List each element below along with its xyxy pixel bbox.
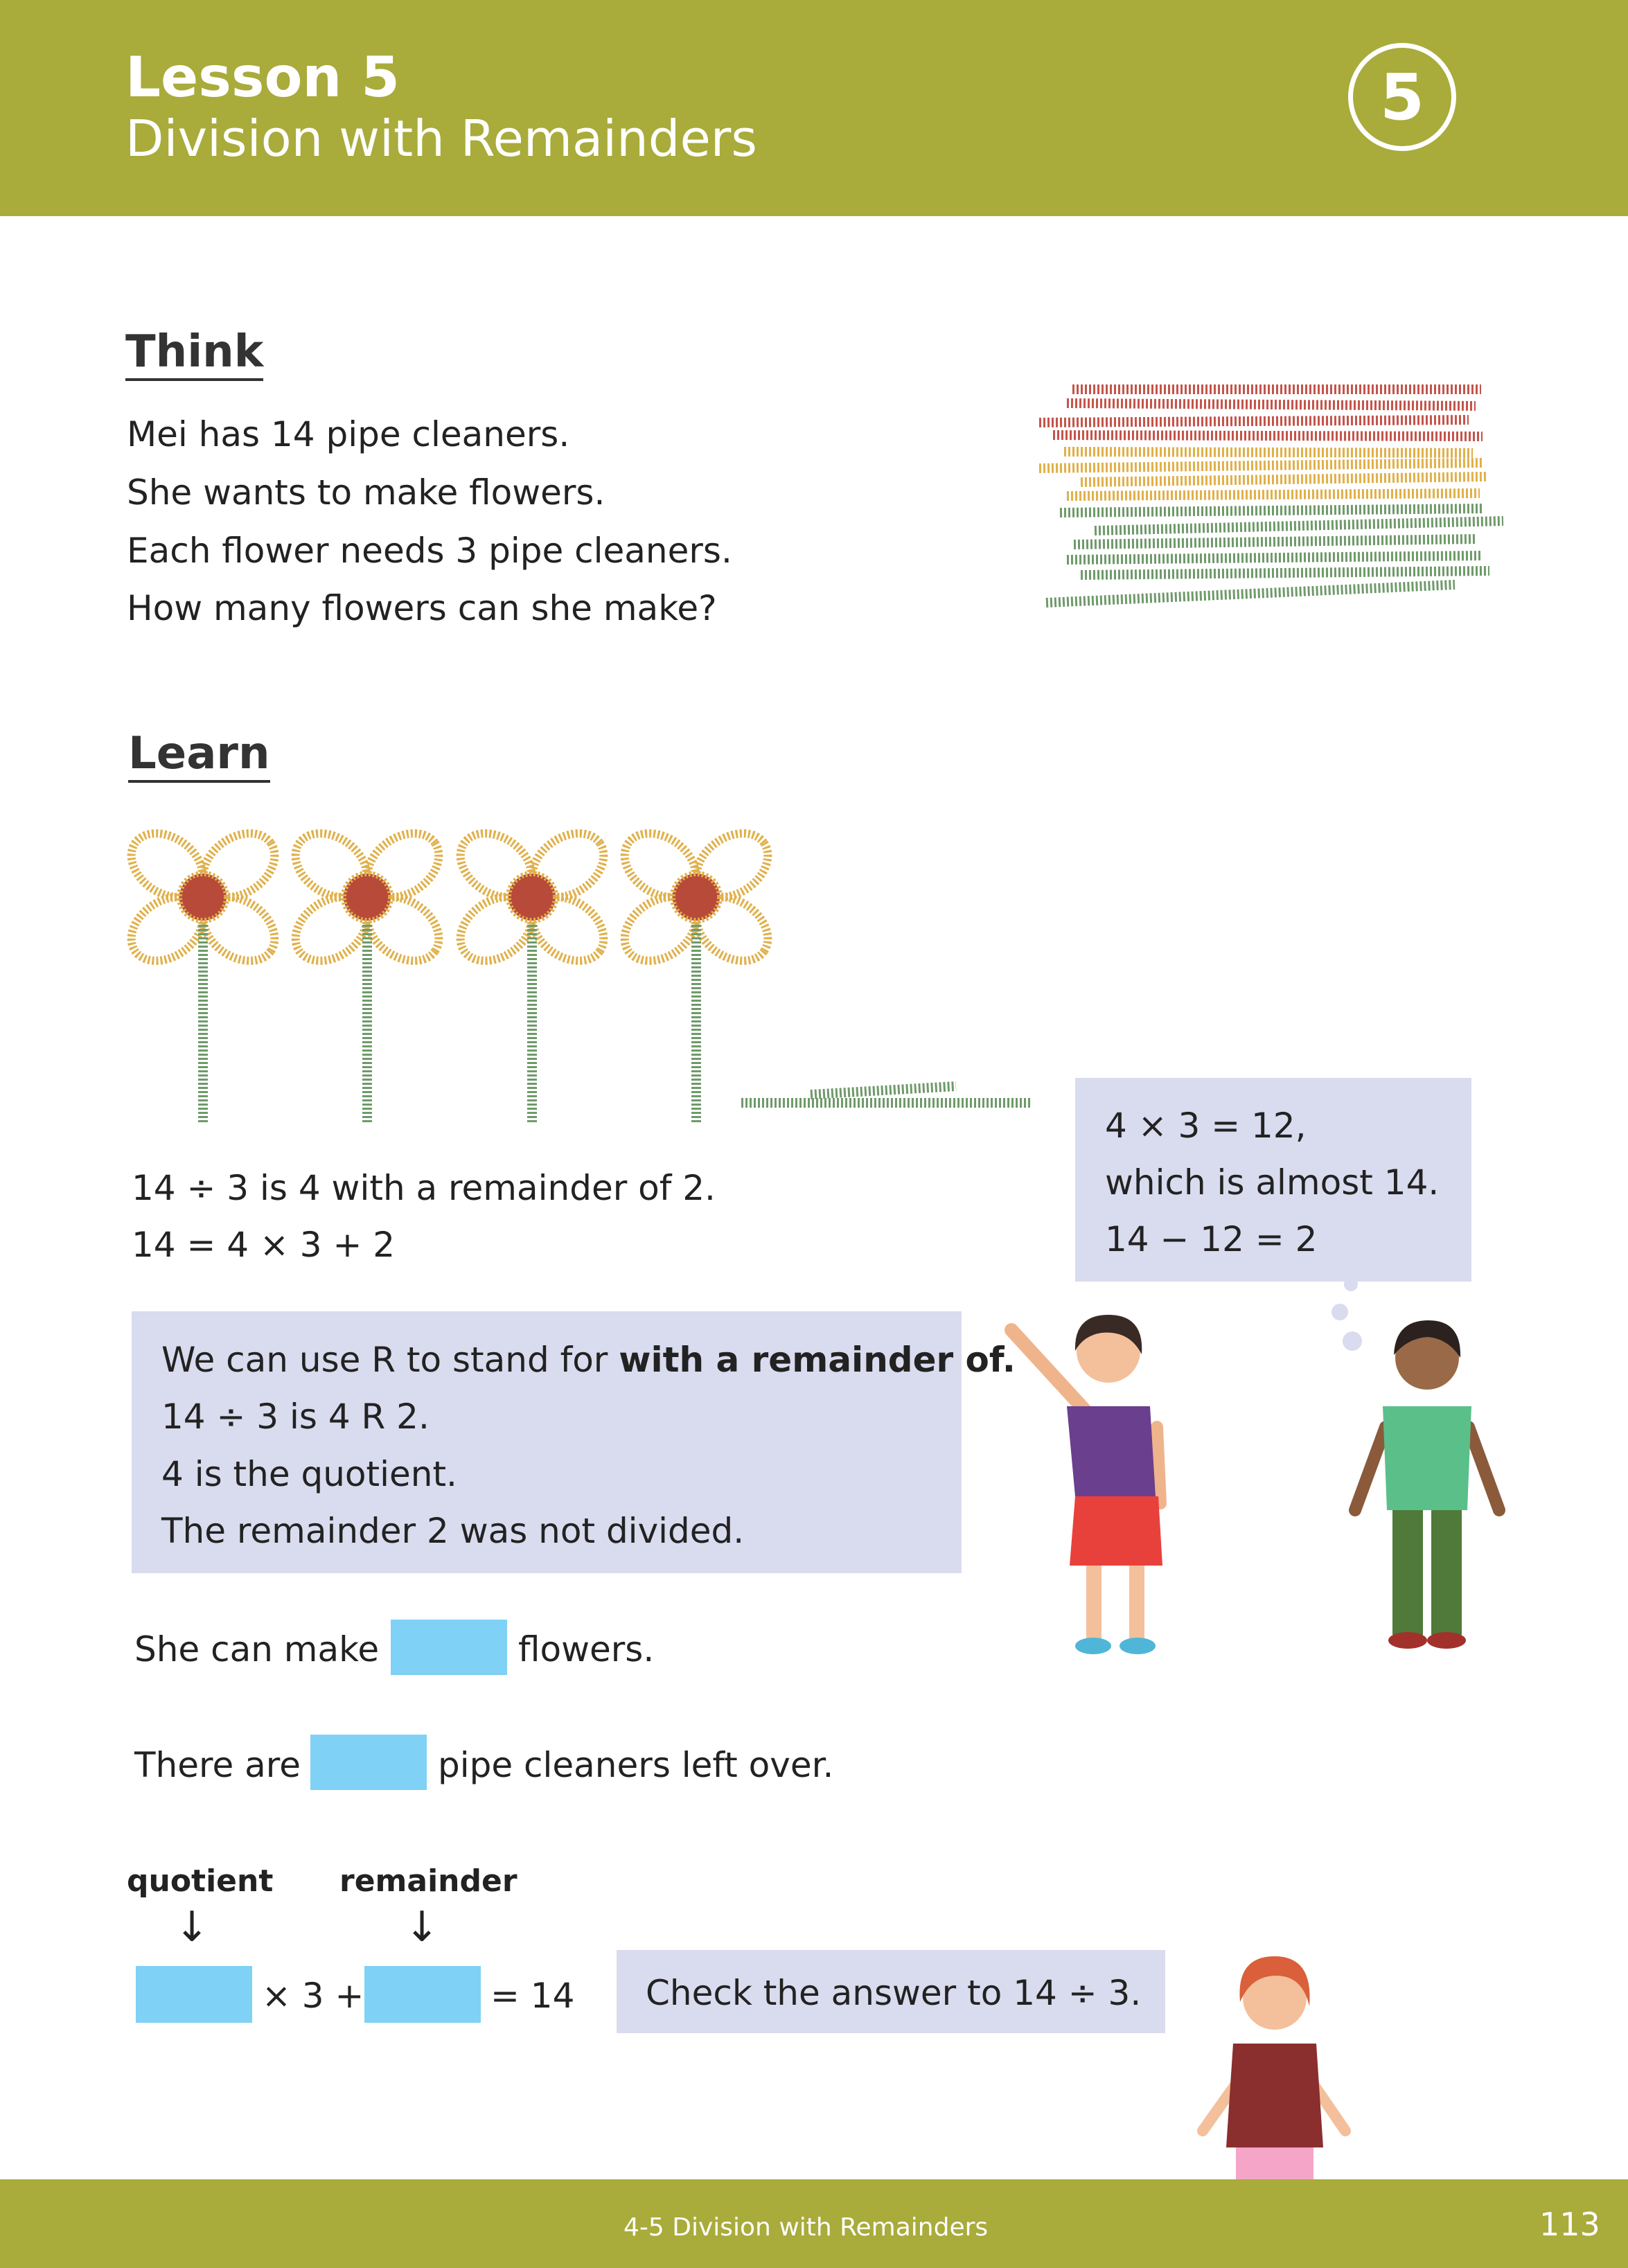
side-note-line-2: which is almost 14. — [1105, 1162, 1440, 1203]
division-statement: 14 ÷ 3 is 4 with a remainder of 2. — [132, 1168, 716, 1208]
think-line-2: She wants to make flowers. — [127, 472, 605, 513]
question-flowers-before: She can make — [134, 1629, 380, 1669]
boy-illustration — [1344, 1302, 1510, 1663]
lesson-title: Division with Remainders — [125, 109, 757, 168]
lesson-badge: 5 — [1348, 43, 1456, 151]
multiplication-statement: 14 = 4 × 3 + 2 — [132, 1225, 396, 1265]
teacher-illustration — [1192, 1940, 1358, 2179]
r-box-bold-phrase: with a remainder of. — [619, 1340, 1016, 1380]
r-box-line-1: We can use R to stand for with a remainder of. — [161, 1340, 1016, 1380]
question-leftover-after: pipe cleaners left over. — [438, 1745, 834, 1785]
think-heading: Think — [125, 330, 263, 381]
side-note-line-1: 4 × 3 = 12, — [1105, 1106, 1307, 1146]
think-line-4: How many flowers can she make? — [127, 588, 717, 628]
r-box-line-3: 4 is the quotient. — [161, 1454, 457, 1494]
quotient-answer-blank[interactable] — [136, 1966, 252, 2023]
flowers-illustration — [125, 817, 1046, 1122]
check-note-text: Check the answer to 14 ÷ 3. — [646, 1973, 1142, 2013]
quotient-label: quotient — [127, 1863, 274, 1899]
think-line-3: Each flower needs 3 pipe cleaners. — [127, 531, 732, 571]
leftover-answer-blank[interactable] — [310, 1735, 427, 1790]
question-flowers-after: flowers. — [518, 1629, 655, 1669]
remainder-arrow-icon: ↓ — [405, 1903, 440, 1951]
r-box-line-4: The remainder 2 was not divided. — [161, 1511, 745, 1551]
lesson-number: Lesson 5 — [125, 45, 400, 109]
girl-illustration — [998, 1302, 1178, 1663]
learn-heading: Learn — [128, 732, 270, 783]
side-note-line-3: 14 − 12 = 2 — [1105, 1219, 1318, 1259]
flowers-answer-blank[interactable] — [391, 1620, 507, 1675]
check-equation-part-1: × 3 + — [262, 1976, 364, 2016]
think-line-1: Mei has 14 pipe cleaners. — [127, 414, 570, 454]
r-box-line-2: 14 ÷ 3 is 4 R 2. — [161, 1397, 430, 1437]
remainder-label: remainder — [339, 1863, 517, 1899]
question-leftover-before: There are — [134, 1745, 301, 1785]
remainder-answer-blank[interactable] — [364, 1966, 481, 2023]
footer-section: 4-5 Division with Remainders — [623, 2213, 989, 2242]
check-equation-part-2: = 14 — [490, 1976, 575, 2016]
quotient-arrow-icon: ↓ — [175, 1903, 210, 1951]
pipe-cleaners-illustration — [1039, 374, 1517, 651]
page-number: 113 — [1539, 2206, 1600, 2243]
